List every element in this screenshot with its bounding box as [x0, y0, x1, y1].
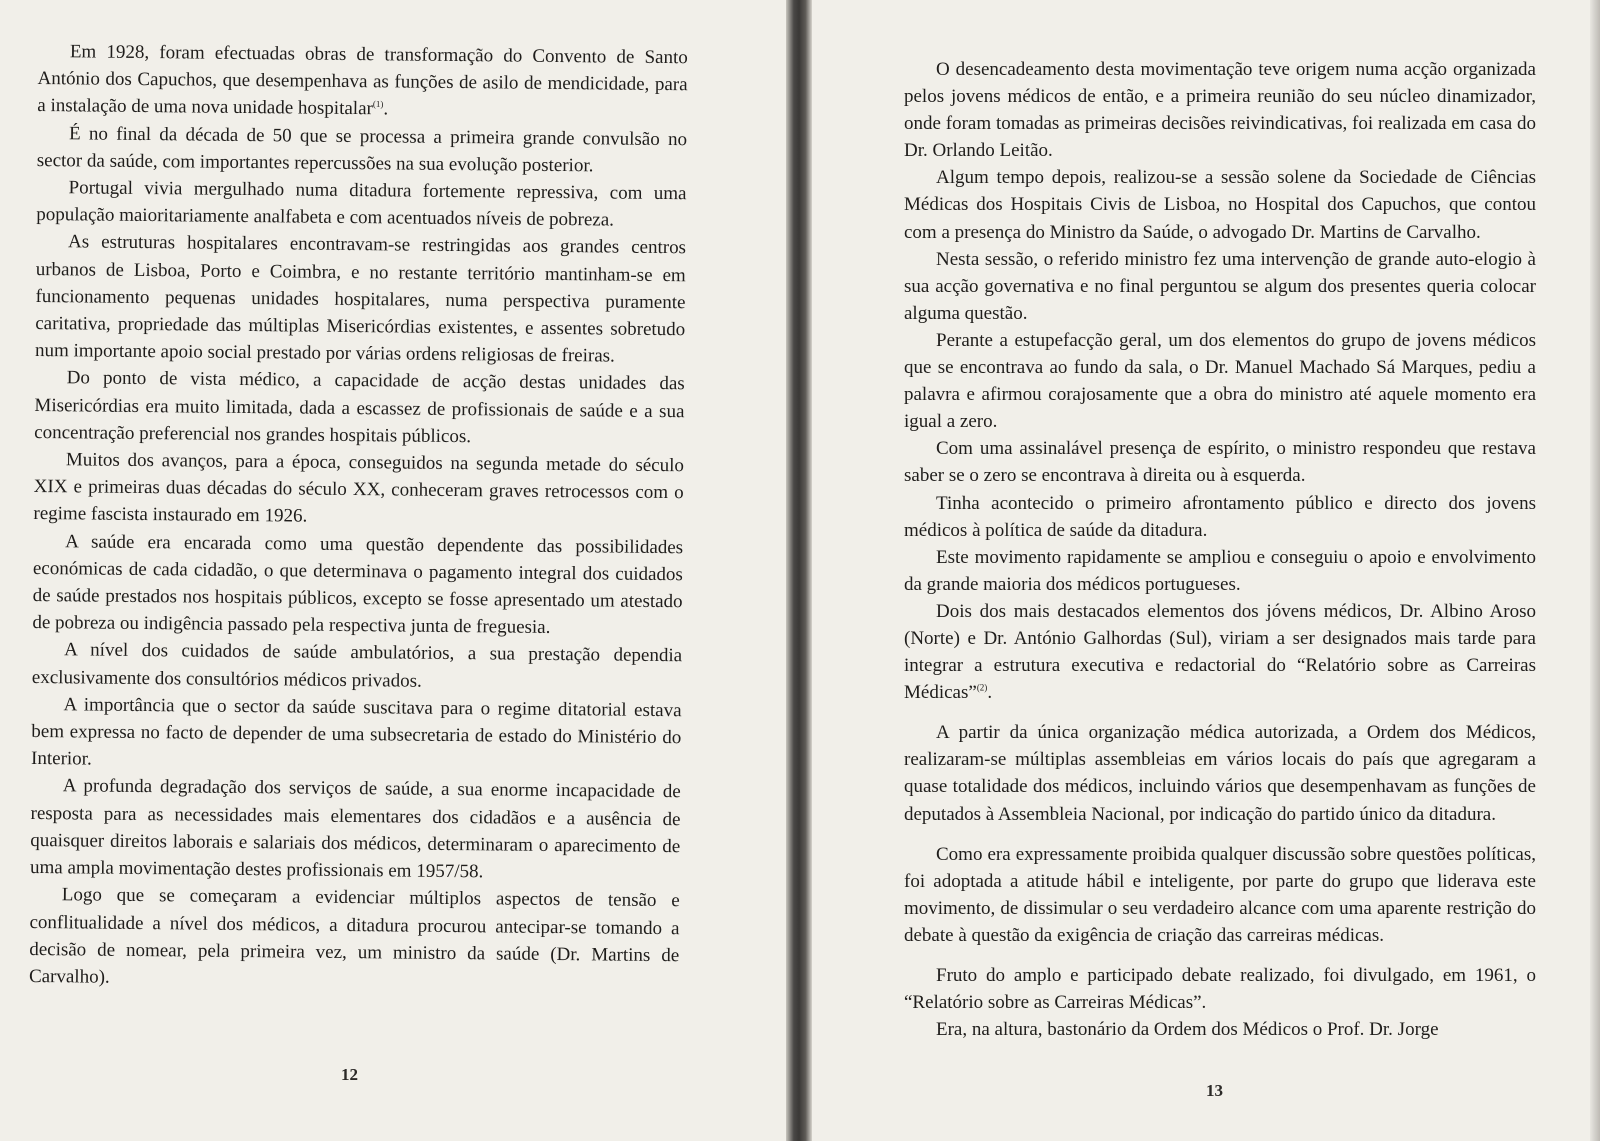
- paragraph: Era, na altura, bastonário da Ordem dos Médicos o Prof. Dr. Jorge: [936, 1019, 1439, 1041]
- paragraph: Dois dos mais destacados elementos dos jóvens médicos, Dr. Albino Aroso (Norte) e Dr. António Galhordas (Sul), viriam a ser designados mais tarde para integrar a estrutura executiva e redactorial do “Relatório sobre as Carreiras Médicas”$^{(2)}$.: [904, 600, 1536, 704]
- paragraph: Portugal vivia mergulhado numa ditadura fortemente repressiva, com uma população maioritariamente analfabeta e com acentuados níveis de pobreza.: [36, 177, 687, 231]
- paragraph: Muitos dos avanços, para a época, conseguidos na segunda metade do século XIX e primeiras duas décadas do século XX, conheceram graves retrocessos com o regime fascista instaurado em 1926.: [33, 449, 685, 528]
- left-page-text: [29, 38, 688, 996]
- paragraph: Em 1928, foram efectuadas obras de transformação do Convento de Santo António dos Capuchos, que desempenhava as funções de asilo de mendicidade, para a instalação de uma nova unidade hospitalar$^{(1)}$.: [37, 41, 688, 120]
- paragraph: Como era expressamente proibida qualquer discussão sobre questões políticas, foi adoptada a atitude hábil e inteligente, por parte do grupo que liderava este movimento, de dissimular o seu verdadeiro alcance com uma aparente restrição do debate à questão da exigência de criação das carreiras médicas.: [904, 843, 1536, 946]
- page-number-right: 13: [1206, 1081, 1223, 1100]
- book-gutter: [786, 0, 812, 1141]
- paragraph: As estruturas hospitalares encontravam-se restringidas aos grandes centros urbanos de Lisboa, Porto e Coimbra, e no restante território mantinham-se em funcionamento pequenas unidades hospitalares, numa perspectiva puramente caritativa, propriedade das múltiplas Misericórdias existentes, e assentes sobretudo num importante apoio social prestado por várias ordens religiosas de freiras.: [34, 231, 687, 367]
- paragraph: O desencadeamento desta movimentação teve origem numa acção organizada pelos jovens médicos de então, e a primeira reunião do seu núcleo dinamizador, onde foram tomadas as primeiras decisões reivindicativas, foi realizada em casa do Dr. Orlando Leitão.: [904, 59, 1536, 162]
- left-page: [0, 0, 786, 1141]
- paragraph: A partir da única organização médica autorizada, a Ordem dos Médicos, realizaram-se múltiplas assembleias em vários locais do país que agregaram a quase totalidade dos médicos, incluindo vários que desempenhavam as funções de deputados à Assembleia Nacional, por indicação do partido único da ditadura.: [904, 722, 1536, 825]
- paragraph: Perante a estupefacção geral, um dos elementos do grupo de jovens médicos que se encontrava ao fundo da sala, o Dr. Manuel Machado Sá Marques, pediu a palavra e afirmou corajosamente que a obra do ministro até aquele momento era igual a zero.: [904, 329, 1536, 433]
- paragraph: É no final da década de 50 que se processa a primeira grande convulsão no sector da saúde, com importantes repercussões na sua evolução posterior.: [36, 122, 688, 177]
- paragraph: A saúde era encarada como uma questão dependente das possibilidades económicas de cada cidadão, o que determinava o pagamento integral dos cuidados de saúde prestados nos hospitais públicos, excepto se fosse apresentado um atestado de pobreza ou indigência passado pela respectiva junta de freguesia.: [32, 530, 684, 639]
- paragraph: Algum tempo depois, realizou-se a sessão solene da Sociedade de Ciências Médicas dos Hospitais Civis de Lisboa, no Hospital dos Capuchos, que contou com a presença do Ministro da Saúde, o advogado Dr. Martins de Carvalho.: [904, 167, 1536, 243]
- page-edge: [1590, 0, 1600, 1141]
- page-number-left: 12: [341, 1065, 358, 1084]
- paragraph: Nesta sessão, o referido ministro fez uma intervenção de grande auto-elogio à sua acção governativa e no final perguntou se algum dos presentes queria colocar alguma questão.: [904, 248, 1536, 324]
- paragraph: Com uma assinalável presença de espírito, o ministro respondeu que restava saber se o zero se encontrava à direita ou à esquerda.: [904, 438, 1536, 487]
- footnote-marker: (1): [372, 99, 384, 110]
- right-page-text: [904, 56, 1536, 1043]
- paragraph: Fruto do amplo e participado debate realizado, foi divulgado, em 1961, o “Relatório sobre as Carreiras Médicas”.: [904, 965, 1536, 1014]
- footnote-marker: (2): [976, 682, 988, 693]
- paragraph: Logo que se começaram a evidenciar múltiplos aspectos de tensão e conflitualidade a nível dos médicos, a ditadura procurou antecipar-se tomando a decisão de nomear, pela primeira vez, um ministro da saúde (Dr. Martins de Carvalho).: [28, 884, 680, 988]
- paragraph: A nível dos cuidados de saúde ambulatórios, a sua prestação dependia exclusivamente dos consultórios médicos privados.: [31, 639, 683, 692]
- paragraph: Este movimento rapidamente se ampliou e conseguiu o apoio e envolvimento da grande maioria dos médicos portugueses.: [904, 546, 1536, 595]
- paragraph: A profunda degradação dos serviços de saúde, a sua enorme incapacidade de resposta para as necessidades mais elementares dos cidadãos e a ausência de quaisquer direitos laborais e salariais dos médicos, determinaram o aparecimento de uma ampla movimentação destes profissionais em 1957/58.: [29, 775, 681, 883]
- paragraph: Tinha acontecido o primeiro afrontamento público e directo dos jovens médicos à política de saúde da ditadura.: [904, 492, 1536, 541]
- right-page: [812, 0, 1590, 1141]
- paragraph: Do ponto de vista médico, a capacidade de acção destas unidades das Misericórdias era muito limitada, dada a escassez de profissionais de saúde e a sua concentração preferencial nos grandes hospitais públicos.: [34, 367, 685, 448]
- paragraph: A importância que o sector da saúde suscitava para o regime ditatorial estava bem expressa no facto de depender de uma subsecretaria de estado do Ministério do Interior.: [30, 694, 682, 770]
